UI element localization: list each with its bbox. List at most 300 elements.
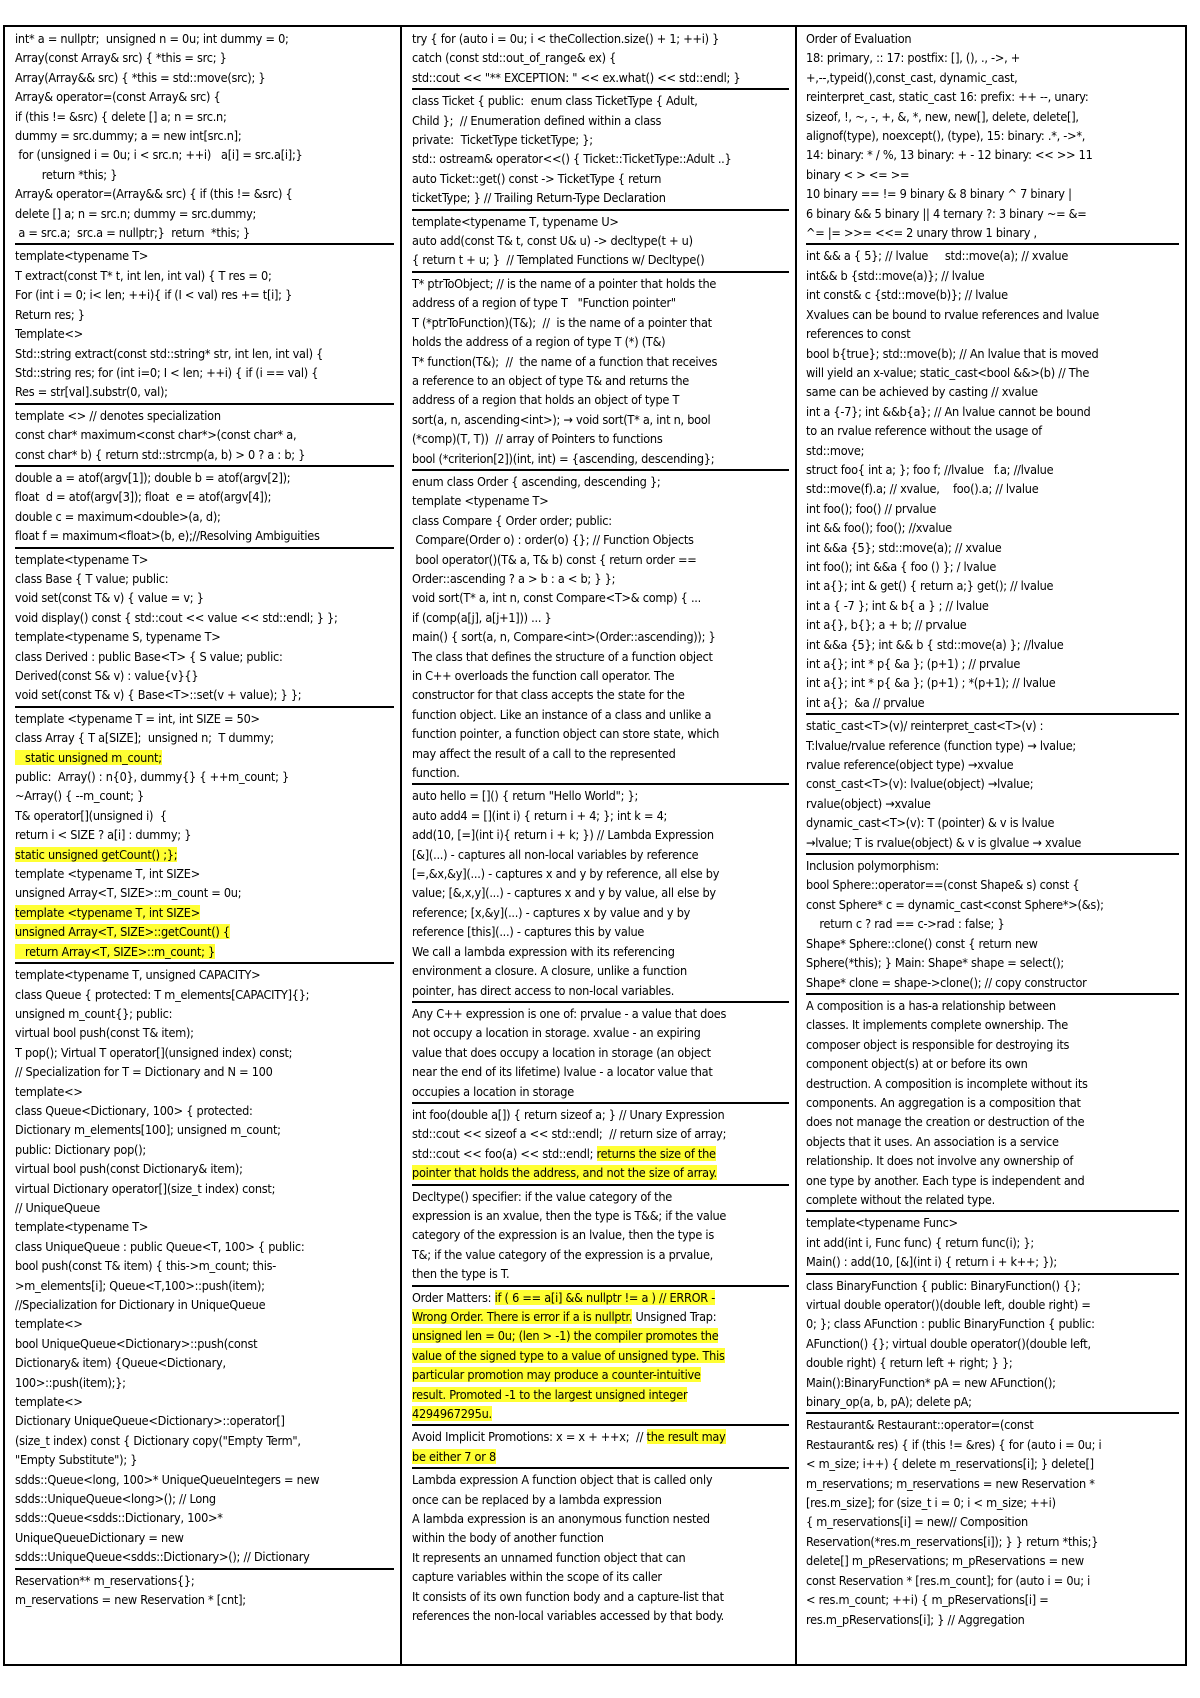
text-line (806, 635, 1179, 654)
text-line (15, 1547, 394, 1566)
text-line (412, 1124, 789, 1143)
text-segment: function. (412, 765, 460, 781)
text-segment: < res.m_count; ++i) { m_pReservations[i] = (806, 1592, 1049, 1608)
text-line (412, 48, 789, 67)
text-line (15, 666, 394, 685)
text-segment: to an rvalue reference without the usage of (806, 423, 1042, 439)
text-line (15, 1489, 394, 1508)
text-segment: template<> (15, 1083, 83, 1099)
text-segment: Array& operator=(Array&& src) { if (this != &src) { (15, 186, 293, 202)
text-segment: Lambda expression A function object that is called only (412, 1472, 713, 1488)
text-segment: →lvalue; T is rvalue(object) & v is glvalue → xvalue (806, 834, 1082, 850)
text-line (15, 68, 394, 87)
text-line (412, 1105, 789, 1124)
text-segment: [&](...) - captures all non-local variables by reference (412, 846, 699, 862)
text-line (412, 1043, 789, 1062)
note-block (15, 709, 394, 964)
text-segment: try { for (auto i = 0u; i < theCollection.size() + 1; ++i) } (412, 31, 720, 46)
text-line (412, 806, 789, 825)
text-line (15, 1411, 394, 1430)
text-segment: The class that defines the structure of a function object (412, 648, 713, 664)
text-segment: const Reservation * [res.m_count]; for (auto i = 0u; i (806, 1572, 1091, 1588)
text-line (412, 845, 789, 864)
text-line (412, 449, 789, 468)
text-line (806, 441, 1179, 460)
text-line (806, 266, 1179, 285)
text-line (15, 965, 394, 984)
text-line (806, 1571, 1179, 1590)
text-line (806, 596, 1179, 615)
text-line (15, 305, 394, 324)
text-segment: does not manage the creation or destruction of the (806, 1114, 1085, 1130)
text-line (806, 184, 1179, 203)
text-line (806, 1314, 1179, 1333)
text-segment: T (*ptrToFunction)(T&); // is the name of a pointer that (412, 314, 712, 330)
text-segment: UniqueQueueDictionary = new (15, 1529, 184, 1545)
text-segment: sdds::Queue<sdds::Dictionary, 100>* (15, 1510, 223, 1526)
text-segment: int&& b {std::move(a)}; // lvalue (806, 267, 985, 283)
text-line (806, 1454, 1179, 1473)
text-line (412, 627, 789, 646)
text-segment: template <typename T = int, int SIZE = 50> (15, 710, 260, 726)
text-line (806, 87, 1179, 106)
text-segment: class Compare { Order order; public: (412, 512, 612, 528)
text-segment: binary_op(a, b, pA); delete pA; (806, 1394, 972, 1410)
text-segment: ^= |= >>= <<= 2 unary throw 1 binary , (806, 225, 1037, 241)
text-segment: auto hello = []() { return "Hello World"; }; (412, 788, 639, 804)
text-line (15, 985, 394, 1004)
text-segment: void set(const T& v) { value = v; } (15, 590, 204, 606)
text-line (412, 647, 789, 666)
note-block (412, 472, 789, 786)
text-line (806, 48, 1179, 67)
text-line (806, 1112, 1179, 1131)
text-line (412, 1427, 789, 1446)
text-line (412, 313, 789, 332)
text-line (15, 145, 394, 164)
text-segment: composer object is responsible for destroying its (806, 1036, 1070, 1052)
text-line (412, 293, 789, 312)
text-line (412, 981, 789, 1000)
text-line (412, 274, 789, 293)
note-block (412, 1470, 789, 1626)
note-block (806, 856, 1179, 995)
text-segment: T* function(T&); // the name of a function that receives (412, 353, 718, 369)
text-line (412, 922, 789, 941)
column-right (797, 27, 1185, 1664)
text-segment: 6 binary && 5 binary || 4 ternary ?: 3 binary ~= &= (806, 205, 1087, 221)
text-segment: int a { -7 }; int & b{ a } ; // lvalue (806, 597, 989, 613)
text-segment: const char* maximum<const char*>(const char* a, (15, 427, 297, 443)
text-line (15, 1023, 394, 1042)
text-segment: int a{}; int & get() { return a;} get(); // lvalue (806, 578, 1054, 594)
text-segment: Shape* clone = shape->clone(); // copy constructor (806, 974, 1087, 990)
text-line (806, 1151, 1179, 1170)
text-segment: address of a region of type T "Function pointer" (412, 295, 676, 311)
text-segment: return i < SIZE ? a[i] : dummy; } (15, 827, 192, 843)
text-segment: template<typename T, unsigned CAPACITY> (15, 967, 261, 983)
text-segment: double right) { return left + right; } }; (806, 1355, 1013, 1371)
text-line (412, 1509, 789, 1528)
text-segment: auto add4 = [](int i) { return i + 4; }; int k = 4; (412, 807, 668, 823)
text-line (15, 922, 394, 941)
text-line (15, 468, 394, 487)
text-line (412, 1346, 789, 1365)
text-line (15, 709, 394, 728)
text-segment: class Array { T a[SIZE]; unsigned n; T dummy; (15, 730, 274, 746)
text-segment: 14: binary: * / %, 13 binary: + - 12 binary: << >> 11 (806, 147, 1093, 163)
text-segment: template<> (15, 1316, 83, 1332)
text-segment: may affect the result of a call to the represented (412, 745, 676, 761)
text-line (15, 1450, 394, 1469)
text-segment: std::cout << sizeof a << std::endl; // return size of array; (412, 1126, 727, 1142)
text-line (412, 1187, 789, 1206)
text-segment: Array& operator=(const Array& src) { (15, 89, 221, 105)
highlighted-text: static unsigned m_count; (15, 749, 162, 765)
text-segment: reinterpret_cast, static_cast 16: prefix: ++ --, unary: (806, 89, 1089, 105)
text-segment: then the type is T. (412, 1266, 510, 1282)
text-line (412, 1365, 789, 1384)
text-line (15, 883, 394, 902)
text-line (15, 1237, 394, 1256)
highlighted-text: template <typename T, int SIZE> (15, 904, 200, 920)
text-segment: ticketType; } // Trailing Return-Type Declaration (412, 190, 666, 206)
text-segment: class Derived : public Base<T> { S value; public: (15, 648, 283, 664)
text-segment: sdds::UniqueQueue<long>(); // Long (15, 1491, 216, 1507)
text-line (806, 1132, 1179, 1151)
text-line (806, 1415, 1179, 1434)
text-line (806, 755, 1179, 774)
text-segment: int &&a {5}; int && b { std::move(a) }; //lvalue (806, 636, 1064, 652)
text-line (15, 569, 394, 588)
text-segment: references to const (806, 326, 911, 342)
text-segment: std:: ostream& operator<<() { Ticket::TicketType::Adult ..} (412, 151, 732, 167)
text-line (15, 1508, 394, 1527)
text-segment: sizeof, !, ~, -, +, &, *, new, new[], delete, delete[], (806, 108, 1079, 124)
text-line (806, 1295, 1179, 1314)
text-segment: 10 binary == != 9 binary & 8 binary ^ 7 binary | (806, 186, 1072, 202)
text-line (15, 344, 394, 363)
text-segment: private: TicketType ticketType; }; (412, 132, 593, 148)
text-line (806, 856, 1179, 875)
text-line (806, 1474, 1179, 1493)
note-block (806, 246, 1179, 715)
text-line (412, 371, 789, 390)
text-segment: Array(const Array& src) { *this = src; } (15, 50, 227, 66)
text-segment: A lambda expression is an anonymous function nested (412, 1511, 710, 1527)
text-line (412, 1163, 789, 1182)
text-line (806, 973, 1179, 992)
text-line (412, 1567, 789, 1586)
text-line (15, 845, 394, 864)
text-segment: public: Array() : n{0}, dummy{} { ++m_count; } (15, 769, 289, 785)
text-line (806, 1233, 1179, 1252)
text-segment: address of a region that holds an object of type T (412, 392, 680, 408)
text-line (412, 763, 789, 782)
text-line (806, 1054, 1179, 1073)
text-line (15, 445, 394, 464)
text-segment: rvalue(object) →xvalue (806, 795, 931, 811)
text-segment: Xvalues can be bound to rvalue references and lvalue (806, 306, 1099, 322)
text-line (15, 588, 394, 607)
text-line (806, 615, 1179, 634)
text-line (412, 1062, 789, 1081)
text-segment: { return t + u; } // Templated Functions w/ Decltype() (412, 252, 705, 268)
text-line (15, 806, 394, 825)
text-line (15, 526, 394, 545)
text-line (806, 518, 1179, 537)
text-line (412, 1587, 789, 1606)
text-line (412, 188, 789, 207)
text-line (806, 1213, 1179, 1232)
highlighted-text: Wrong Order. There is error if a is nullptr. (412, 1309, 633, 1324)
text-segment: m_reservations; m_reservations = new Reservation * (806, 1475, 1095, 1491)
text-segment: int foo(); int &&a { foo () }; / lvalue (806, 558, 997, 574)
text-segment: complete without the related type. (806, 1191, 995, 1207)
note-block (15, 468, 394, 549)
text-line (15, 1256, 394, 1275)
text-line (15, 1431, 394, 1450)
text-segment: Sphere(*this); } Main: Shape* shape = select(); (806, 955, 1064, 971)
text-line (806, 223, 1179, 242)
text-line (412, 961, 789, 980)
note-block (806, 1415, 1179, 1629)
text-segment: Dictionary m_elements[100]; unsigned m_count; (15, 1122, 281, 1138)
text-segment: reference; [x,&y](...) - captures x by value and y by (412, 904, 691, 920)
text-line (412, 390, 789, 409)
text-segment: Reservation(*res.m_reservations[i]); } } return *this;} (806, 1533, 1099, 1549)
text-segment: constructor for that class accepts the state for the (412, 687, 685, 703)
highlighted-text: return Array<T, SIZE>::m_count; } (15, 943, 215, 959)
note-block (15, 406, 394, 467)
note-block (806, 1213, 1179, 1274)
text-segment: [=,&x,&y](...) - captures x and y by reference, all else by (412, 866, 720, 882)
text-segment: T&; if the value category of the expression is a prvalue, (412, 1246, 714, 1262)
text-line (806, 1015, 1179, 1034)
text-line (806, 479, 1179, 498)
text-segment: same can be achieved by casting // xvalue (806, 384, 1038, 400)
text-segment: const Sphere* c = dynamic_cast<const Sphere*>(&s); (806, 896, 1104, 912)
text-line (15, 1004, 394, 1023)
text-line (15, 1571, 394, 1590)
note-block (412, 1187, 789, 1287)
text-line (806, 1373, 1179, 1392)
text-segment: Order Matters: (412, 1289, 495, 1305)
text-line (15, 165, 394, 184)
note-block (806, 1276, 1179, 1415)
text-segment: components. An aggregation is a composition that (806, 1094, 1081, 1110)
text-segment: bool operator()(T& a, T& b) const { return order == (412, 551, 697, 567)
text-line (412, 530, 789, 549)
text-segment: bool Sphere::operator==(const Shape& s) const { (806, 877, 1080, 893)
text-line (15, 406, 394, 425)
text-segment: +,--,typeid(),const_cast, dynamic_cast, (806, 69, 1018, 85)
text-segment: template<typename T, typename U> (412, 213, 619, 229)
text-line (412, 491, 789, 510)
text-segment: std::cout << foo(a) << std::endl; (412, 1145, 597, 1161)
text-line (412, 231, 789, 250)
text-segment: T extract(const T* t, int len, int val) { T res = 0; (15, 267, 272, 283)
text-line (412, 1385, 789, 1404)
note-block (806, 996, 1179, 1212)
text-line (412, 864, 789, 883)
text-line (15, 1043, 394, 1062)
text-segment: Return res; } (15, 306, 85, 322)
text-line (15, 382, 394, 401)
highlighted-text: result. Promoted -1 to the largest unsigned integer (412, 1386, 688, 1402)
text-segment: int foo(); foo() // prvalue (806, 500, 937, 516)
text-line (15, 1179, 394, 1198)
text-segment: std::cout << "** EXCEPTION: " << ex.what() << std::endl; } (412, 69, 741, 85)
note-block (412, 1288, 789, 1427)
text-segment: int add(int i, Func func) { return func(i); }; (806, 1234, 1034, 1250)
text-segment: "Empty Substitute"); } (15, 1452, 138, 1468)
text-segment: value that does occupy a location in storage (an object (412, 1044, 711, 1060)
text-line (15, 1198, 394, 1217)
text-line (412, 1490, 789, 1509)
text-line (15, 1276, 394, 1295)
highlighted-text: value of the signed type to a value of unsigned type. This (412, 1347, 725, 1363)
text-line (15, 942, 394, 961)
text-segment: //Specialization for Dictionary in UniqueQueue (15, 1297, 266, 1312)
text-segment: return *this; } (15, 166, 118, 182)
text-line (806, 126, 1179, 145)
text-line (412, 1023, 789, 1042)
text-segment: Avoid Implicit Promotions: x = x + ++x; // (412, 1429, 647, 1445)
text-line (412, 1144, 789, 1163)
text-segment: double c = maximum<double>(a, d); (15, 508, 221, 524)
text-segment: Main() : add(10, [&](int i) { return i + k++; }); (806, 1254, 1057, 1270)
text-segment: void sort(T* a, int n, const Compare<T>& comp) { ... (412, 590, 701, 606)
text-line (806, 673, 1179, 692)
text-segment: value; [&,x,y](...) - captures x and y by value, all else by (412, 885, 716, 901)
text-line (15, 223, 394, 242)
text-segment: delete[] m_pReservations; m_pReservations = new (806, 1553, 1084, 1569)
text-segment: near the end of its lifetime) lvalue - a locator value that (412, 1064, 713, 1080)
text-line (412, 332, 789, 351)
text-segment: bool (*criterion[2])(int, int) = {ascending, descending}; (412, 450, 715, 466)
text-line (806, 382, 1179, 401)
text-line (15, 425, 394, 444)
text-line (15, 204, 394, 223)
text-segment: template<typename T> (15, 551, 149, 567)
text-segment: within the body of another function (412, 1530, 604, 1546)
text-line (806, 693, 1179, 712)
text-segment: int const& c {std::move(b)}; // lvalue (806, 287, 1008, 303)
text-segment: environment a closure. A closure, unlike a function (412, 963, 687, 979)
text-segment: function pointer, a function object can store state, which (412, 726, 720, 742)
text-segment: bool UniqueQueue<Dictionary>::push(const (15, 1335, 258, 1351)
text-segment: // UniqueQueue (15, 1199, 100, 1215)
note-block (412, 1105, 789, 1186)
text-segment: Array(Array&& src) { *this = std::move(src); } (15, 69, 266, 85)
text-line (15, 550, 394, 569)
text-segment: template<typename Func> (806, 1215, 958, 1231)
text-segment: int* a = nullptr; unsigned n = 0u; int dummy = 0; (15, 31, 289, 46)
column-left (5, 27, 402, 1664)
text-line (15, 1217, 394, 1236)
text-line (806, 576, 1179, 595)
text-line (15, 1295, 394, 1314)
text-segment: int a {-7}; int &&b{a}; // An lvalue cannot be bound (806, 403, 1091, 419)
text-segment: destruction. A composition is incomplete without its (806, 1075, 1088, 1091)
text-segment: Std::string res; for (int i=0; I < len; ++i) { if (i == val) { (15, 364, 319, 380)
text-line (806, 1353, 1179, 1372)
text-line (806, 774, 1179, 793)
text-line (412, 511, 789, 530)
text-line (412, 724, 789, 743)
text-segment: pointer, has direct access to non-local variables. (412, 982, 675, 998)
text-segment: void set(const T& v) { Base<T>::set(v + value); } }; (15, 687, 302, 703)
text-line (806, 1551, 1179, 1570)
highlighted-text: if ( 6 == a[i] && nullptr != a ) // ERROR - (494, 1289, 716, 1305)
text-segment: int &&a {5}; std::move(a); // xvalue (806, 539, 1002, 555)
text-segment: Std::string extract(const std::string* str, int len, int val) { (15, 345, 324, 361)
text-segment: Order of Evaluation (806, 31, 912, 46)
text-segment: rvalue reference(object type) →xvalue (806, 757, 1014, 773)
text-segment: static_cast<T>(v)/ reinterpret_cast<T>(v) : (806, 718, 1044, 734)
text-segment: T& operator[](unsigned i) { (15, 807, 167, 823)
text-line (15, 184, 394, 203)
text-line (412, 883, 789, 902)
text-line (806, 1512, 1179, 1531)
text-line (15, 1101, 394, 1120)
text-segment: Decltype() specifier: if the value category of the (412, 1188, 672, 1204)
text-segment: struct foo{ int a; }; foo f; //lvalue f.a; //lvalue (806, 461, 1054, 477)
text-segment: a reference to an object of type T& and returns the (412, 372, 690, 388)
text-segment: Main():BinaryFunction* pA = new AFunction(); (806, 1374, 1056, 1390)
highlighted-text: pointer that holds the address, and not the size of array. (412, 1165, 717, 1181)
text-segment: Shape* Sphere::clone() const { return new (806, 935, 1038, 951)
text-line (412, 1447, 789, 1466)
text-segment: class UniqueQueue : public Queue<T, 100> { public: (15, 1238, 305, 1254)
text-line (412, 1307, 789, 1326)
text-line (15, 324, 394, 343)
text-segment: objects that it uses. An association is a service (806, 1133, 1059, 1149)
text-segment: Any C++ expression is one of: prvalue - a value that does (412, 1005, 727, 1021)
text-segment: int a{}; &a // prvalue (806, 694, 925, 710)
text-line (412, 588, 789, 607)
text-segment: T pop(); Virtual T operator[](unsigned index) const; (15, 1044, 293, 1060)
text-line (15, 48, 394, 67)
text-segment: once can be replaced by a lambda expression (412, 1491, 662, 1507)
text-segment: auto Ticket::get() const -> TicketType { return (412, 170, 662, 186)
text-line (806, 1610, 1179, 1629)
text-segment: virtual Dictionary operator[](size_t index) const; (15, 1180, 276, 1196)
text-line (412, 1548, 789, 1567)
text-line (412, 942, 789, 961)
text-line (806, 1190, 1179, 1209)
text-line (15, 627, 394, 646)
text-line (412, 1606, 789, 1625)
text-segment: if (this != &src) { delete [] a; n = src.n; (15, 108, 227, 124)
text-segment: catch (const std::out_of_range& ex) { (412, 50, 617, 66)
text-segment: one type by another. Each type is independent and (806, 1172, 1085, 1188)
text-segment: Dictionary& item) {Queue<Dictionary, (15, 1355, 226, 1371)
text-segment: int a{}, b{}; a + b; // prvalue (806, 617, 967, 633)
text-segment: >m_elements[i]; Queue<T,100>::push(item); (15, 1277, 265, 1293)
text-line (15, 786, 394, 805)
text-segment: // Specialization for T = Dictionary and N = 100 (15, 1064, 273, 1080)
text-line (806, 499, 1179, 518)
text-segment: return c ? rad == c->rad : false; } (806, 916, 1005, 932)
text-segment: Child }; // Enumeration defined within a class (412, 112, 662, 128)
text-line (15, 864, 394, 883)
text-segment: 100>::push(item);}; (15, 1374, 126, 1390)
text-segment: references the non-local variables accessed by that body. (412, 1608, 724, 1624)
note-block (806, 29, 1179, 245)
text-line (412, 130, 789, 149)
